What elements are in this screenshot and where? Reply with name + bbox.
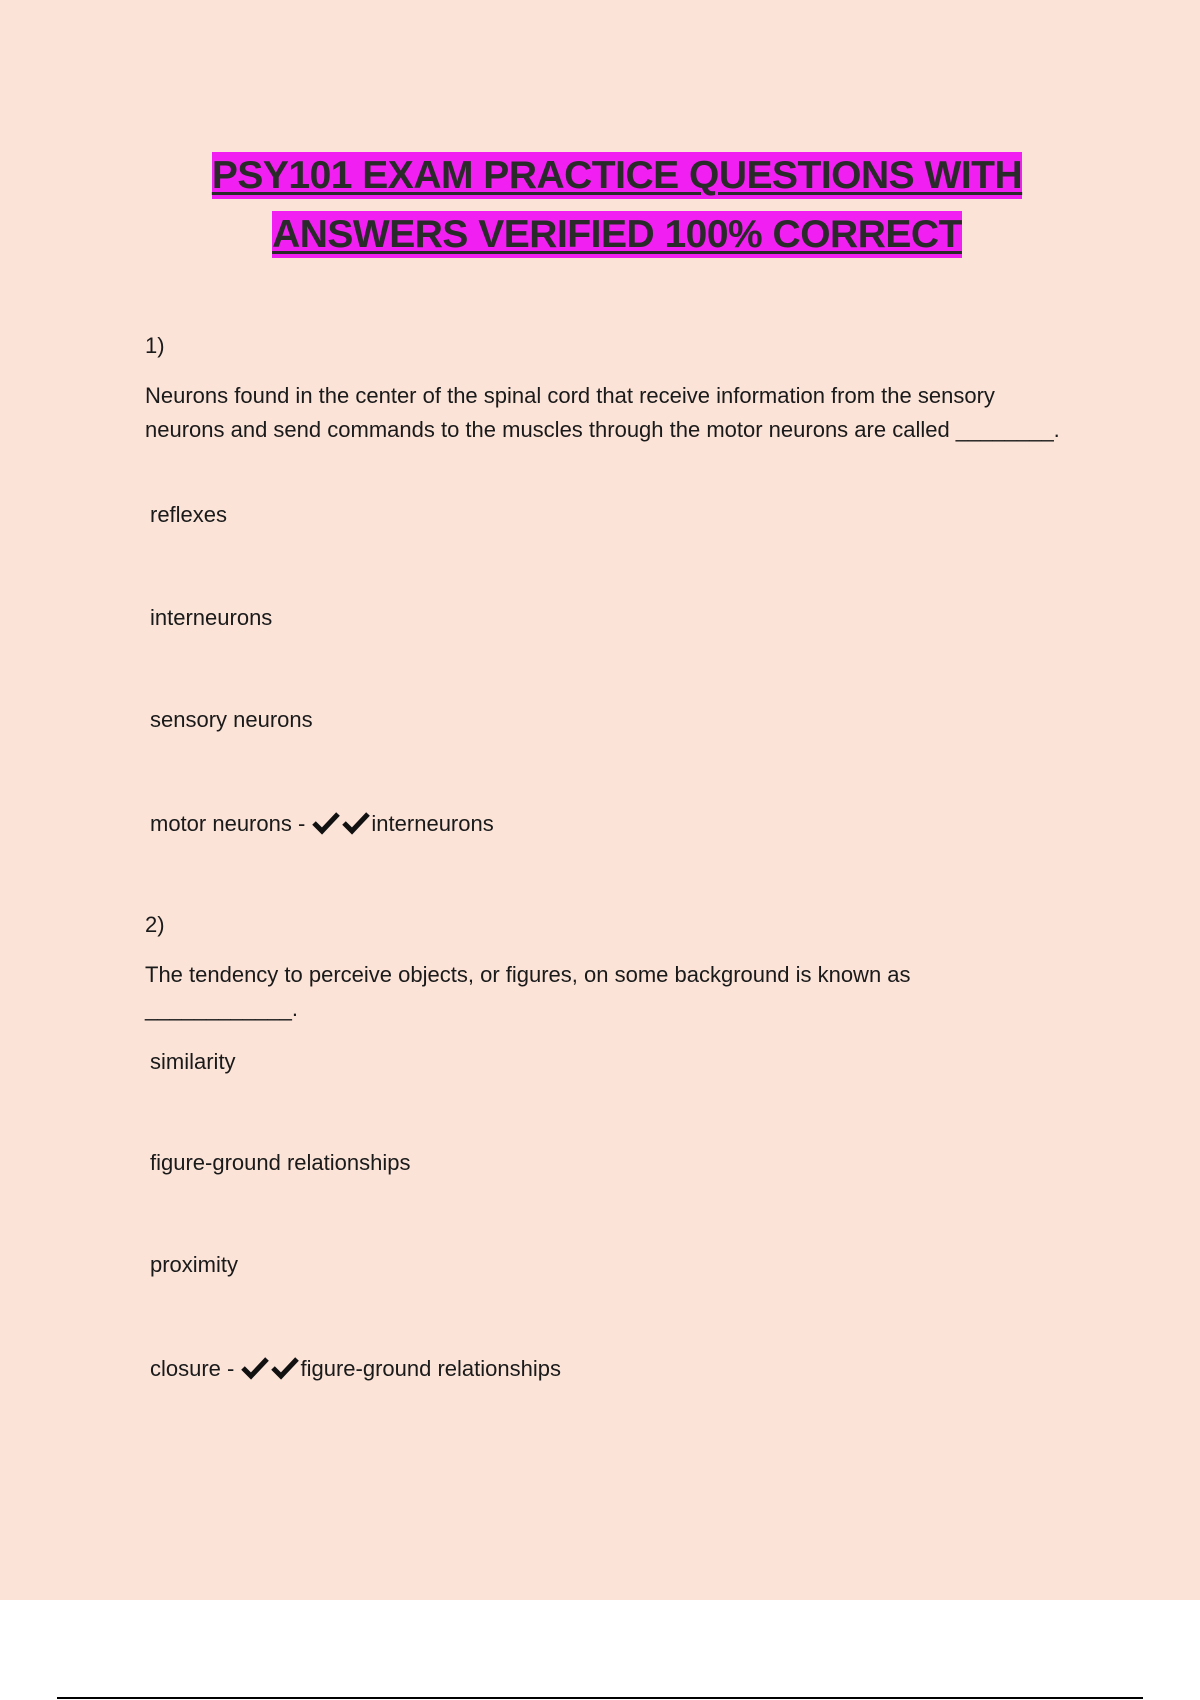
check-icon (270, 1356, 300, 1380)
question-2-option-a: similarity (150, 1049, 236, 1074)
question-2-answer: figure-ground relationships (300, 1356, 561, 1381)
question-1-option-d-row (150, 809, 494, 839)
question-1-option-d: motor neurons - (150, 811, 306, 836)
footer-divider (57, 1697, 1143, 1699)
question-1-option-c: sensory neurons (150, 707, 313, 732)
check-icon (240, 1356, 270, 1380)
title-line-1: PSY101 EXAM PRACTICE QUESTIONS WITH (211, 154, 1023, 197)
question-2-option-c: proximity (150, 1252, 239, 1277)
question-2-option-d: closure - (150, 1356, 235, 1381)
document-title (0, 146, 1200, 264)
question-2-text: The tendency to perceive objects, or figures, on some background is known as ____________. (145, 962, 911, 1021)
question-1-text: Neurons found in the center of the spinal cord that receive information from the sensory neurons and send commands to the muscles through the motor neurons are called ________. (145, 383, 1060, 442)
check-icon (311, 811, 341, 835)
check-icon (341, 811, 371, 835)
title-line-2: ANSWERS VERIFIED 100% CORRECT (272, 213, 962, 256)
question-1-number: 1) (145, 333, 165, 358)
question-2-option-b: figure-ground relationships (150, 1150, 411, 1175)
question-2-number: 2) (145, 912, 165, 937)
question-1-option-a: reflexes (150, 502, 228, 527)
question-1-answer: interneurons (371, 811, 494, 836)
question-2-option-d-row (150, 1354, 561, 1384)
question-1-option-b: interneurons (150, 605, 273, 630)
